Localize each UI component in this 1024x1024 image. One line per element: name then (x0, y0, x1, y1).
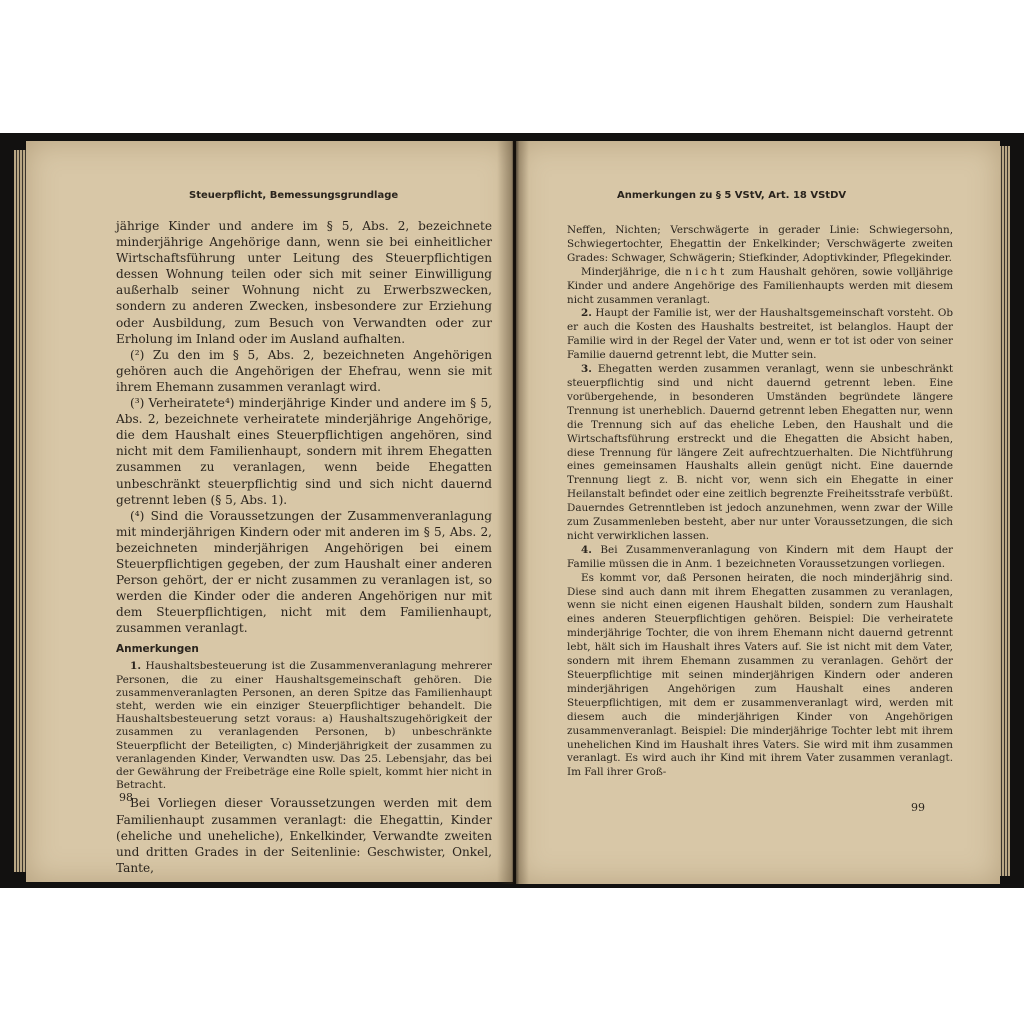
note-paragraph (567, 307, 953, 363)
note-paragraph (567, 544, 953, 572)
paragraph: (³) Verheiratete⁴) minderjährige Kinder und andere im § 5, Abs. 2, bezeichnete verheiratete minderjährige Angehörige, die dem Haushalt eines Steuerpflichtigen angehören, sind nicht mit dem Familienhaupt, sondern mit ihrem Ehegatten zusammen zu veranlagen, wenn beide Ehegatten unbeschränkt steuerpflichtig sind und sich nicht dauernd getrennt leben (§ 5, Abs. 1). (116, 396, 492, 507)
paragraph: Neffen, Nichten; Verschwägerte in gerader Linie: Schwiegersohn, Schwiegertochter, Ehegattin der Enkelkinder; Verschwägerte zweiten Grades: Schwager, Schwägerin; Stiefkinder, Adoptivkinder, Pflegekinder. (567, 224, 953, 264)
note-text: Bei Zusammenveranlagung von Kindern mit dem Haupt der Familie müssen die in Anm. 1 bezeichneten Voraussetzungen vorliegen. (567, 543, 953, 570)
right-page (516, 141, 1000, 884)
text-run: zum Haushalt gehören, sowie volljährige Kinder und andere Angehörige des Familienhaupts werden mit diesem nicht zusammen veranlagt. (567, 265, 953, 306)
paragraph: Es kommt vor, daß Personen heiraten, die noch minderjährig sind. Diese sind auch dann mit ihrem Ehegatten zusammen zu veranlagen, wenn sie nicht einen eigenen Haushalt bilden, sondern zum Haushalt eines anderen Steuerpflichtigen gehören. Beispiel: Die verheiratete minderjährige Tochter, die von ihrem Ehemann nicht dauernd getrennt lebt, hält sich im Haushalt ihres Vaters auf. Sie ist nicht mit dem Vater, sondern mit ihrem Ehemann zusammen zu veranlagen. Gehört der Steuerpflichtige mit seinen minderjährigen Kindern oder anderen minderjährigen Angehörigen zum Haushalt eines anderen Steuerpflichtigen, mit dem er zusammenveranlagt wird, werden mit diesem auch die minderjährigen Kinder von Angehörigen zusammenveranlagt. Beispiel: Die minderjährige Tochter lebt mit ihrem unehelichen Kind im Haushalt ihres Vaters. Sie wird mit ihm zusammen veranlagt. Es wird auch ihr Kind mit ihrem Vater zusammen veranlagt. Im Fall ihrer Groß- (567, 571, 953, 779)
page-number-left: 98 (119, 791, 133, 804)
note-text: Ehegatten werden zusammen veranlagt, wenn sie unbeschränkt steuerpflichtig sind und nicht dauernd getrennt leben. Eine vorübergehende, in besonderen Umständen begründete längere Trennung ist unerheblich. Dauernd getrennt leben Ehegatten nur, wenn die Trennung sich auf das eheliche Leben, den Haushalt und die Wirtschaftsführung erstreckt und die Ehegatten die Absicht haben, diese Trennung für längere Zeit aufrechtzuerhalten. Die Nichtführung eines gemeinsamen Haushalts allein genügt nicht. Eine dauernde Trennung liegt z. B. nicht vor, wenn sich ein Ehegatte in einer Heilanstalt befindet oder eine zeitlich begrenzte Freiheitsstrafe verbüßt. Dauerndes Getrenntleben ist jedoch anzunehmen, wenn zwar der Wille zum Zusammenleben besteht, aber nur unter Voraussetzungen, die sich nicht verwirklichen lassen. (567, 363, 953, 542)
running-head-left: Steuerpflicht, Bemessungsgrundlage (189, 190, 399, 201)
paragraph: Bei Vorliegen dieser Voraussetzungen werden mit dem Familienhaupt zusammen veranlagt: die Ehegattin, Kinder (eheliche und uneheliche), Enkelkinder, Verwandte zweiten und dritten Grades in der Seitenlinie: Geschwister, Onkel, Tante, (116, 796, 492, 875)
running-head-right: Anmerkungen zu § 5 VStV, Art. 18 VStDV (617, 190, 847, 201)
note-number: 3. (581, 363, 592, 376)
emphasized-text: nicht (685, 265, 728, 278)
right-text-block (567, 224, 953, 780)
page-number-right: 99 (911, 801, 925, 814)
paragraph (567, 266, 953, 308)
note-paragraph (116, 660, 492, 792)
note-text: Haushaltsbesteuerung ist die Zusammenveranlagung mehrerer Personen, die zu einer Haushaltsgemeinschaft gehören. Die zusammenveranlagten Personen, an deren Spitze das Familienhaupt steht, werden wie ein einziger Steuerpflichtiger behandelt. Die Haushaltsbesteuerung setzt voraus: a) Haushaltszugehörigkeit der zusammen zu veranlagenden Personen, b) unbeschränkte Steuerpflicht der Beteiligten, c) Minderjährigkeit der zusammen zu veranlagenden Kinder, Verwandten usw. Das 25. Lebensjahr, das bei der Gewährung der Freibeträge eine Rolle spielt, kommt hier nicht in Betracht. (116, 660, 492, 792)
note-number: 1. (130, 660, 142, 673)
note-number: 4. (581, 543, 592, 556)
note-number: 2. (581, 307, 592, 320)
left-text-block (116, 218, 492, 876)
paragraph: jährige Kinder und andere im § 5, Abs. 2, bezeichnete minderjährige Angehörige dann, wenn sie bei einheitlicher Wirtschaftsführung unter Leitung des Steuerpflichtigen dessen Wohnung teilen oder sich mit seiner Einwilligung außerhalb seiner Wohnung nicht zu Erwerbszwecken, sondern zu anderen Zwecken, insbesondere zur Erziehung oder Ausbildung, zum Besuch von Verwandten oder zur Erholung im Inland oder im Ausland aufhalten. (116, 219, 492, 346)
section-heading: Anmerkungen (116, 643, 199, 656)
paragraph: (²) Zu den im § 5, Abs. 2, bezeichneten Angehörigen gehören auch die Angehörigen der Ehefrau, wenn sie mit ihrem Ehemann zusammen veranlagt wird. (116, 347, 492, 394)
left-page (26, 141, 513, 882)
note-paragraph (567, 363, 953, 544)
paragraph: (⁴) Sind die Voraussetzungen der Zusammenveranlagung mit minderjährigen Kindern oder mit anderen im § 5, Abs. 2, bezeichneten minderjährigen Angehörigen bei einem Steuerpflichtigen gegeben, der zum Haushalt einer anderen Person gehört, der er nicht zusammen zu veranlagen ist, so werden die Kinder oder die anderen Angehörigen nur mit dem Steuerpflichtigen, nicht mit dem Familienhaupt, zusammen veranlagt. (116, 508, 492, 636)
note-text: Haupt der Familie ist, wer der Haushaltsgemeinschaft vorsteht. Ob er auch die Kosten des Haushalts bestreitet, ist belanglos. Haupt der Familie wird in der Regel der Vater und, wenn er tot ist oder von seiner Familie dauernd getrennt lebt, die Mutter sein. (567, 307, 953, 362)
text-run: Minderjährige, die (581, 265, 681, 278)
book-gutter-shadow (497, 141, 529, 884)
